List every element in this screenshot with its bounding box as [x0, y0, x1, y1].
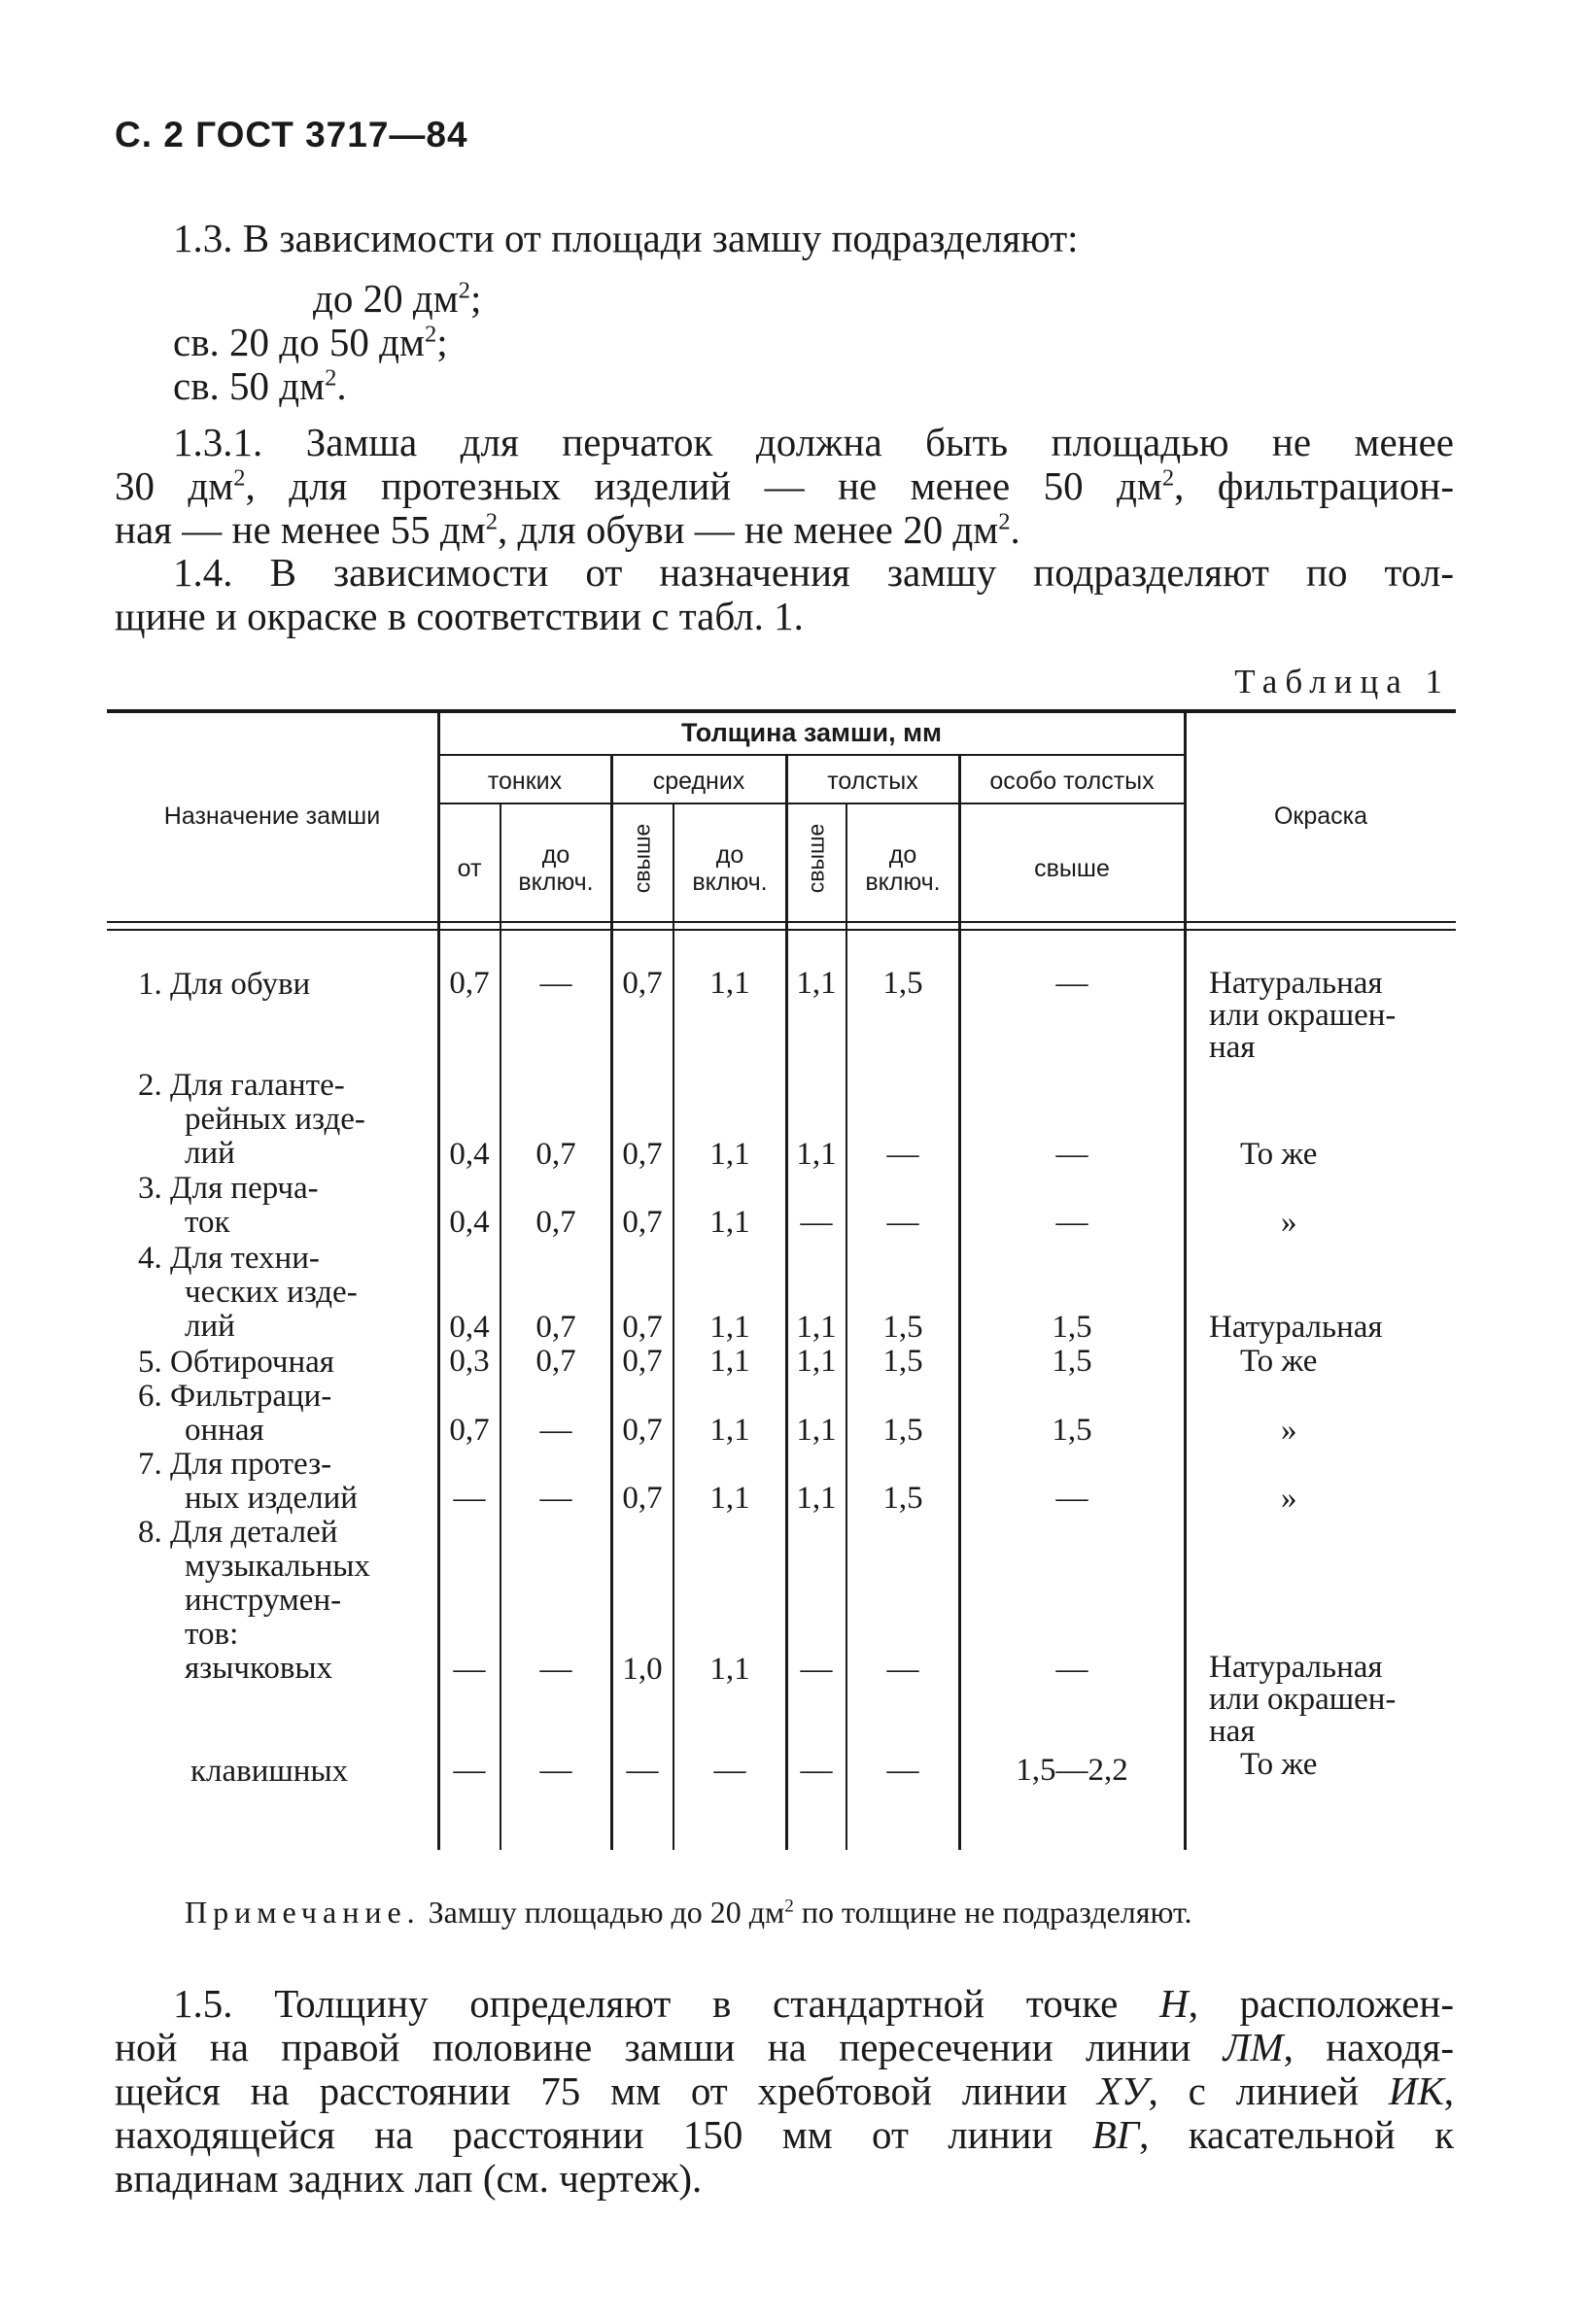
section-1-5: 1.5. Толщину определяют в стандартной точке Н, расположен- ной на правой половине замши на пересечении линии ЛМ, находя- щейся на расстоянии 75 мм от хребтовой линии ХУ, с линией ИК, находящейся на расстоянии 150 мм от линии ВГ, касательной к [115, 1981, 1454, 2157]
section-1-3-1-line3: ная — не менее 55 $дм^2$, для обуви — не менее 20 $дм^2$. [115, 507, 1020, 552]
row-8-medium-over: 1,0 [622, 1652, 663, 1687]
row-8-thick-over: — [800, 1652, 833, 1687]
row-8-purpose: 8. Для деталей музыкальных инструмен- тов: язычковых [138, 1515, 370, 1686]
row-9-thick-over: — [800, 1753, 833, 1788]
group-thin: тонких [487, 768, 563, 795]
row-7-thin-to: — [539, 1481, 572, 1516]
row-5-medium-to: 1,1 [709, 1344, 750, 1379]
row-3-color: » [1281, 1205, 1297, 1240]
row-4-purpose: 4. Для техни- ческих изде- лий [138, 1241, 358, 1344]
table-header-rule-1 [107, 921, 1456, 923]
row-4-extra-over: 1,5 [1052, 1310, 1092, 1345]
row-7-color: » [1281, 1481, 1297, 1516]
group-thick: толстых [827, 768, 918, 795]
table-top-rule [107, 709, 1456, 713]
row-1-thin-to: — [539, 966, 572, 1001]
row-4-thin-from: 0,4 [449, 1310, 490, 1345]
row-2-medium-to: 1,1 [709, 1137, 750, 1172]
row-3-purpose: 3. Для перча- ток [138, 1171, 319, 1240]
row-8-thin-to: — [539, 1652, 572, 1687]
row-8-medium-to: 1,1 [709, 1652, 750, 1687]
col-color-header: Окраска [1273, 803, 1368, 830]
row-7-thick-to: 1,5 [882, 1481, 923, 1516]
row-9-purpose: клавишных [190, 1754, 349, 1789]
row-2-extra-over: — [1055, 1137, 1088, 1172]
row-2-color: То же [1240, 1137, 1318, 1172]
row-8-color: Натуральная или окрашен- ная [1209, 1650, 1397, 1749]
row-2-medium-over: 0,7 [622, 1137, 663, 1172]
sub-to-thin: до включ. [518, 841, 594, 896]
section-1-4: 1.4. В зависимости от назначения замшу подразделяют по тол- [173, 550, 1454, 595]
row-7-extra-over: — [1055, 1481, 1088, 1516]
row-1-medium-to: 1,1 [709, 966, 750, 1001]
row-6-thin-from: 0,7 [449, 1413, 490, 1448]
row-1-medium-over: 0,7 [622, 966, 663, 1001]
row-9-medium-over: — [626, 1753, 659, 1788]
row-9-medium-to: — [713, 1753, 746, 1788]
section-1-5-last-line: впадинам задних лап (см. чертеж). [115, 2156, 703, 2201]
row-9-extra-over: 1,5—2,2 [1016, 1753, 1128, 1788]
page-header: С. 2 ГОСТ 3717—84 [115, 115, 468, 154]
col-purpose-header: Назначение замши [163, 803, 381, 830]
row-1-thick-to: 1,5 [882, 966, 923, 1001]
row-4-thin-to: 0,7 [535, 1310, 576, 1345]
row-5-thick-over: 1,1 [796, 1344, 837, 1379]
row-1-thin-from: 0,7 [449, 966, 490, 1001]
row-8-extra-over: — [1055, 1652, 1088, 1687]
area-item-1: до 20 $дм^2$; [313, 276, 482, 321]
row-6-thick-over: 1,1 [796, 1413, 837, 1448]
row-6-purpose: 6. Фильтраци- онная [138, 1379, 332, 1448]
row-7-purpose: 7. Для протез- ных изделий [138, 1447, 358, 1516]
row-4-medium-over: 0,7 [622, 1310, 663, 1345]
row-7-medium-over: 0,7 [622, 1481, 663, 1516]
row-9-thin-from: — [453, 1753, 486, 1788]
groups-header-rule [437, 803, 1186, 804]
row-3-thin-to: 0,7 [535, 1205, 576, 1240]
row-2-thick-to: — [886, 1137, 919, 1172]
row-3-medium-over: 0,7 [622, 1205, 663, 1240]
sub-over-medium: свыше [629, 823, 655, 894]
row-5-purpose: 5. Обтирочная [138, 1345, 334, 1380]
row-3-thick-over: — [800, 1205, 833, 1240]
section-1-3-1: 1.3.1. Замша для перчаток должна быть площадью не менее 30 $дм^2$, для протезных изделий — не менее 50 $дм^2$, фильтрацион- [115, 420, 1454, 508]
row-6-medium-to: 1,1 [709, 1413, 750, 1448]
row-5-thin-to: 0,7 [535, 1344, 576, 1379]
row-9-thick-to: — [886, 1753, 919, 1788]
sub-to-thick: до включ. [865, 841, 941, 896]
row-4-thick-to: 1,5 [882, 1310, 923, 1345]
group-extra-thick: особо толстых [989, 768, 1155, 795]
row-4-thick-over: 1,1 [796, 1310, 837, 1345]
vline-7 [1184, 713, 1187, 1850]
row-3-extra-over: — [1055, 1205, 1088, 1240]
row-5-thin-from: 0,3 [449, 1344, 490, 1379]
row-1-purpose: 1. Для обуви [138, 967, 311, 1002]
row-5-color: То же [1240, 1344, 1318, 1379]
table-caption: Таблица 1 [1234, 663, 1450, 701]
row-1-extra-over: — [1055, 966, 1088, 1001]
row-1-color: Натуральная или окрашен- ная [1209, 966, 1397, 1065]
sub-over-extra: свыше [1034, 855, 1110, 882]
area-item-3: св. 50 $дм^2$. [173, 363, 347, 408]
row-1-thick-over: 1,1 [796, 966, 837, 1001]
row-6-thin-to: — [539, 1413, 572, 1448]
area-item-2: св. 20 до 50 $дм^2$; [173, 320, 448, 364]
row-2-purpose: 2. Для галанте- рейных изде- лий [138, 1068, 365, 1171]
row-5-medium-over: 0,7 [622, 1344, 663, 1379]
row-6-thick-to: 1,5 [882, 1413, 923, 1448]
table-header-rule-2 [107, 929, 1456, 931]
row-7-medium-to: 1,1 [709, 1481, 750, 1516]
row-8-thick-to: — [886, 1652, 919, 1687]
row-6-medium-over: 0,7 [622, 1413, 663, 1448]
row-9-color: То же [1240, 1747, 1318, 1782]
row-2-thick-over: 1,1 [796, 1137, 837, 1172]
sub-over-thick: свыше [803, 823, 829, 894]
group-medium: средних [652, 768, 745, 795]
section-1-4-line2: щине и окраске в соответствии с табл. 1. [115, 594, 804, 638]
row-6-color: » [1281, 1413, 1297, 1448]
row-3-medium-to: 1,1 [709, 1205, 750, 1240]
row-7-thin-from: — [453, 1481, 486, 1516]
section-1-3-title: 1.3. В зависимости от площади замшу подразделяют: [173, 216, 1079, 260]
row-2-thin-from: 0,4 [449, 1137, 490, 1172]
row-5-thick-to: 1,5 [882, 1344, 923, 1379]
row-4-medium-to: 1,1 [709, 1310, 750, 1345]
sub-from: от [457, 855, 482, 882]
row-9-thin-to: — [539, 1753, 572, 1788]
sub-to-medium: до включ. [692, 841, 768, 896]
row-3-thick-to: — [886, 1205, 919, 1240]
row-4-color: Натуральная [1209, 1310, 1383, 1345]
row-8-thin-from: — [453, 1652, 486, 1687]
thickness-header-rule [437, 754, 1186, 756]
row-2-thin-to: 0,7 [535, 1137, 576, 1172]
row-6-extra-over: 1,5 [1052, 1413, 1092, 1448]
row-7-thick-over: 1,1 [796, 1481, 837, 1516]
col-thickness-header: Толщина замши, мм [680, 718, 943, 747]
row-5-extra-over: 1,5 [1052, 1344, 1092, 1379]
table-note: Примечание. Замшу площадью до 20 $дм^2$ по толщине не подразделяют. [185, 1895, 1192, 1930]
row-3-thin-from: 0,4 [449, 1205, 490, 1240]
